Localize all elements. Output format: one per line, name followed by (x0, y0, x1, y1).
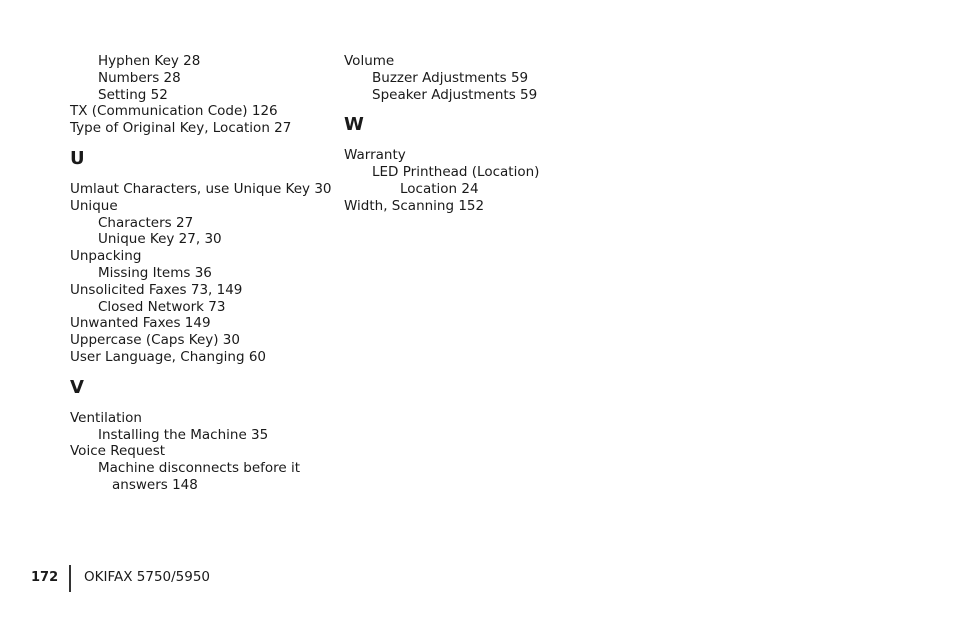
index-subentry: Setting 52 (98, 86, 168, 103)
index-column-left (70, 53, 340, 494)
index-entry: Unsolicited Faxes 73, 149 (70, 281, 243, 298)
index-entry: User Language, Changing 60 (70, 348, 266, 365)
index-section-letter: W (344, 114, 364, 136)
index-subentry: Location 24 (400, 180, 479, 197)
index-subentry: Buzzer Adjustments 59 (372, 69, 529, 86)
index-subentry: answers 148 (112, 476, 198, 493)
index-entry: TX (Communication Code) 126 (70, 103, 278, 120)
footer-divider (69, 565, 71, 592)
index-entry: Warranty (344, 147, 406, 164)
index-subentry: Characters 27 (98, 214, 194, 231)
index-subentry: Missing Items 36 (98, 264, 212, 281)
index-entry: Unwanted Faxes 149 (70, 315, 211, 332)
footer-title: OKIFAX 5750/5950 (84, 569, 211, 585)
index-subentry: Closed Network 73 (98, 298, 226, 315)
page-footer (0, 565, 954, 593)
index-entry: Umlaut Characters, use Unique Key 30 (70, 180, 332, 197)
index-subentry: Unique Key 27, 30 (98, 231, 222, 248)
index-entry: Type of Original Key, Location 27 (70, 120, 292, 137)
index-subentry: Speaker Adjustments 59 (372, 86, 538, 103)
page-number: 172 (31, 570, 59, 585)
index-entry: Voice Request (70, 443, 166, 460)
index-subentry: Numbers 28 (98, 69, 181, 86)
index-subentry: Hyphen Key 28 (98, 53, 201, 69)
index-entry: Uppercase (Caps Key) 30 (70, 332, 240, 349)
index-entry: Width, Scanning 152 (344, 197, 485, 214)
index-entry: Unique (70, 197, 118, 214)
index-section-letter: U (70, 147, 85, 169)
index-subentry: LED Printhead (Location) (372, 164, 540, 181)
index-entry: Unpacking (70, 248, 142, 265)
index-subentry: Installing the Machine 35 (98, 426, 269, 443)
index-entry: Volume (344, 53, 395, 69)
index-column-right (344, 53, 614, 215)
index-section-letter: V (70, 376, 84, 398)
index-entry: Ventilation (70, 409, 142, 426)
index-subentry: Machine disconnects before it (98, 460, 301, 477)
